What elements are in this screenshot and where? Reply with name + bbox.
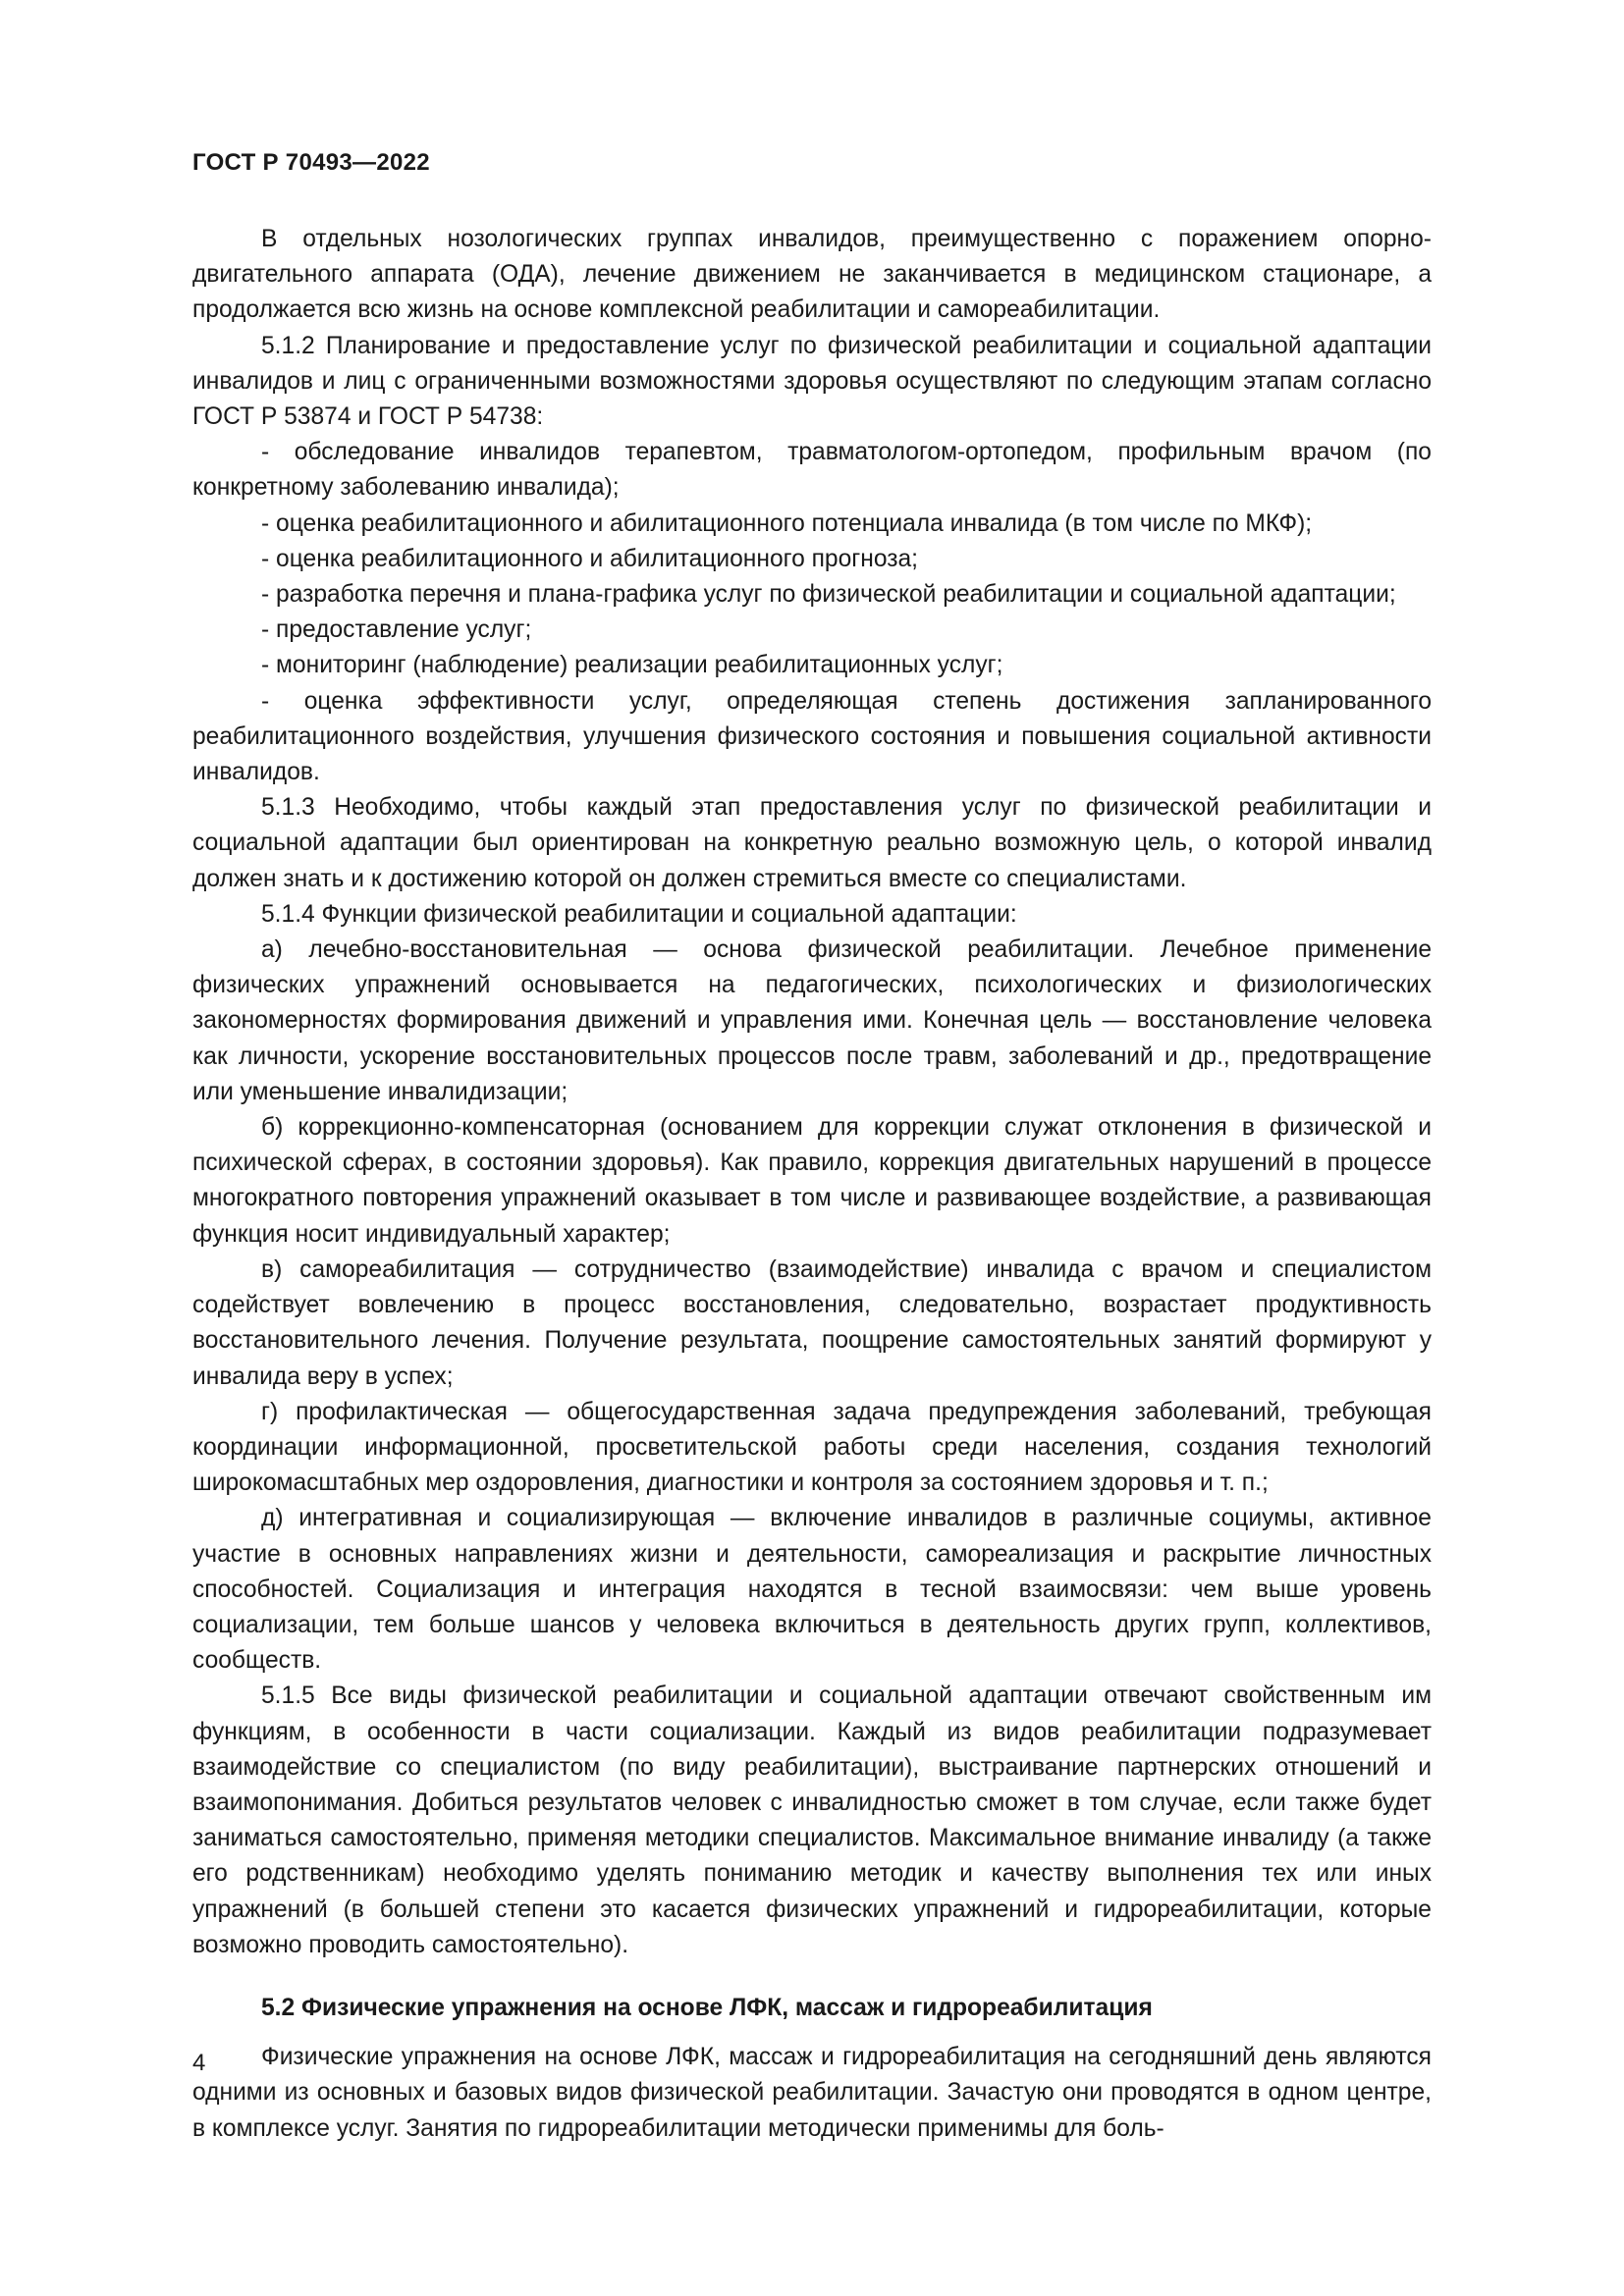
paragraph-5-1-4: 5.1.4 Функции физической реабилитации и социальной адаптации: (261, 900, 1017, 928)
document-header: ГОСТ Р 70493—2022 (192, 149, 430, 176)
list-item: - оценка реабилитационного и абилитационного прогноза; (261, 545, 919, 572)
list-item: - разработка перечня и плана-графика услуг по физической реабилитации и социальной адаптации; (261, 581, 1396, 609)
list-item: - предоставление услуг; (261, 616, 532, 644)
list-item: - оценка эффективности услуг, определяющая степень достижения запланированного реабилитационного воздействия, улучшения физического состояния и повышения социальной активности инвалидов. (192, 687, 1432, 786)
paragraph-5-1-5: 5.1.5 Все виды физической реабилитации и социальной адаптации отвечают свойственным им функциям, в особенности в части социализации. Каждый из видов реабилитации подразумевает взаимодействие со специалистом (по виду реабилитации), выстраивание партнерских отношений и взаимопонимания. Добиться результатов человек с инвалидностью сможет в том случае, если также будет заниматься самостоятельно, применяя методики специалистов. Максимальное внимание инвалиду (а также его родственникам) необходимо уделять пониманию методик и качеству выполнения тех или иных упражнений (в большей степени это касается физических упражнений и гидрореабилитации, которые возможно проводить самостоятельно). (192, 1682, 1432, 1958)
function-a: а) лечебно-восстановительная — основа физической реабилитации. Лечебное применение физических упражнений основывается на педагогических, психологических и физиологических закономерностях формирования движений и управления ими. Конечная цель — восстановление человека как личности, ускорение восстановительных процессов после травм, заболеваний и др., предотвращение или уменьшение инвалидизации; (192, 936, 1432, 1105)
section-heading-5-2: 5.2 Физические упражнения на основе ЛФК, массаж и гидрореабилитация (261, 1994, 1153, 2021)
paragraph-5-1-3: 5.1.3 Необходимо, чтобы каждый этап предоставления услуг по физической реабилитации и социальной адаптации был ориентирован на конкретную реально возможную цель, о которой инвалид должен знать и к достижению которой он должен стремиться вместе со специалистами. (192, 794, 1432, 892)
list-item: - мониторинг (наблюдение) реализации реабилитационных услуг; (261, 652, 1003, 679)
paragraph-5-1-2: 5.1.2 Планирование и предоставление услуг по физической реабилитации и социальной адаптации инвалидов и лиц с ограниченными возможностями здоровья осуществляют по следующим этапам согласно ГОСТ Р 53874 и ГОСТ Р 54738: (192, 332, 1432, 431)
function-v: в) самореабилитация — сотрудничество (взаимодействие) инвалида с врачом и специалистом содействует вовлечению в процесс восстановления, следовательно, возрастает продуктивность восстановительного лечения. Получение результата, поощрение самостоятельных занятий формируют у инвалида веру в успех; (192, 1255, 1432, 1390)
document-body (192, 222, 1432, 2147)
list-item: - оценка реабилитационного и абилитационного потенциала инвалида (в том числе по МКФ); (261, 509, 1313, 537)
list-item: - обследование инвалидов терапевтом, травматологом-ортопедом, профильным врачом (по конкретному заболеванию инвалида); (192, 439, 1432, 502)
paragraph-5-2: Физические упражнения на основе ЛФК, массаж и гидрореабилитация на сегодняшний день являются одними из основных и базовых видов физической реабилитации. Зачастую они проводятся в одном центре, в комплексе услуг. Занятия по гидрореабилитации методически применимы для боль- (192, 2044, 1432, 2142)
function-b: б) коррекционно-компенсаторная (основанием для коррекции служат отклонения в физической и психической сферах, в состоянии здоровья). Как правило, коррекция двигательных нарушений в процессе многократного повторения упражнений оказывает в том числе и развивающее воздействие, а развивающая функция носит индивидуальный характер; (192, 1114, 1432, 1248)
function-d: д) интегративная и социализирующая — включение инвалидов в различные социумы, активное участие в основных направлениях жизни и деятельности, самореализация и раскрытие личностных способностей. Социализация и интеграция находятся в тесной взаимосвязи: чем выше уровень социализации, тем больше шансов у человека включиться в деятельность других групп, коллективов, сообществ. (192, 1505, 1432, 1675)
function-g: г) профилактическая — общегосударственная задача предупреждения заболеваний, требующая координации информационной, просветительской работы среди населения, создания технологий широкомасштабных мер оздоровления, диагностики и контроля за состоянием здоровья и т. п.; (192, 1398, 1432, 1497)
page-number: 4 (192, 2050, 206, 2076)
paragraph-intro: В отдельных нозологических группах инвалидов, преимущественно с поражением опорно-двигательного аппарата (ОДА), лечение движением не заканчивается в медицинском стационаре, а продолжается всю жизнь на основе комплексной реабилитации и самореабилитации. (192, 226, 1432, 324)
